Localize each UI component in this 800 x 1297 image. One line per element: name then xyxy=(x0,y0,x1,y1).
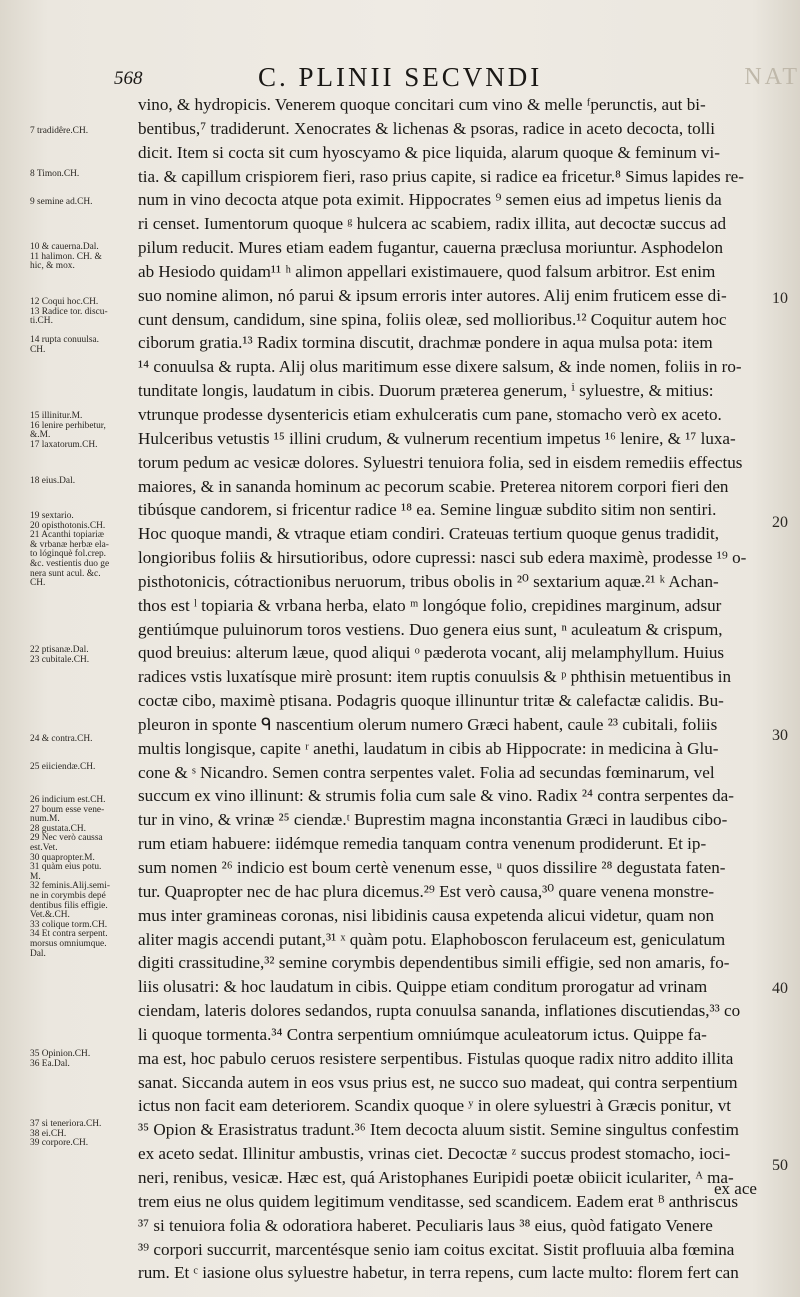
text-line: ab Hesiodo quidam¹¹ ʰ alimon appellari existimauere, quod falsum arbitror. Est enim xyxy=(138,261,716,281)
line-number-10: 10 xyxy=(772,290,788,307)
marginal-note: 9 semine ad.CH. xyxy=(30,197,93,207)
text-line: ³⁵ Opion & Erasistratus tradunt.³⁶ Item decocta aluum sistit. Semine singultus confestim xyxy=(138,1120,739,1140)
text-line: succum ex vino illinunt: & strumis folia cum sale & vino. Radix ²⁴ contra serpentes da- xyxy=(138,786,734,806)
page-number: 568 xyxy=(114,68,143,89)
text-line: ri censet. Iumentorum quoque ᵍ hulcera ac scabiem, radix illita, aut decoctæ succus ad xyxy=(138,214,727,234)
marginal-note: 19 sextario. 20 opisthotonis.CH. 21 Acanthi topiariæ & vrbanæ herbæ ela- to lóginquè fol.crep. &c. vestientis duo ge nera sunt acul. &c. CH. xyxy=(30,511,110,589)
running-title: C. PLINII SECVNDI xyxy=(258,62,543,92)
text-line: ciborum gratia.¹³ Radix tormina discutit, drachmæ pondere in aqua mulsa pota: item xyxy=(138,333,713,353)
line-number-30: 30 xyxy=(772,727,788,744)
text-line: quod breuius: alterum læue, quod aliqui ᵒ pæderota vocant, alij melamphyllum. Huius xyxy=(138,643,725,663)
text-line: tibúsque candorem, si fricentur radice ¹⁸ ea. Semine linguæ subdito sitim non sentiri. xyxy=(138,500,717,520)
text-line: li quoque tormenta.³⁴ Contra serpentium omniúmque aculeatorum ictus. Quippe fa- xyxy=(138,1024,707,1044)
marginal-note: 22 ptisanæ.Dal. 23 cubitale.CH. xyxy=(30,645,90,665)
text-line: multis longisque, capite ʳ anethi, laudatum in cibis ab Hippocrate: in medicina à Glu- xyxy=(138,738,719,758)
marginal-note: 26 indicium est.CH. 27 boum esse vene- num.M. 28 gustata.CH. 29 Nec verò caussa est.Vet. 30 quapropter.M. 31 quàm eius potu. M. 32 feminis.Alij.semi- ne in corymbis depé dentibus filis effigie. Vet.&.CH. 33 colique torm.CH. 34 Et contra serpent. morsus omniumque. Dal. xyxy=(30,795,110,959)
text-line: ³⁹ corpori succurrit, marcentésque senio iam coitus excitat. Sistit profluuia alba fœmina xyxy=(138,1239,735,1259)
text-line: torum pedum ac vesicæ dolores. Syluestri tenuiora folia, sed in eisdem remediis effectus xyxy=(138,452,743,472)
marginal-note: 37 si teneriora.CH. 38 ei.CH. 39 corpore.CH. xyxy=(30,1119,102,1149)
text-line: ma est, hoc pabulo ceruos resistere serpentibus. Fistulas quoque radix nitro addito illita xyxy=(138,1048,734,1068)
marginal-note: 7 tradidêre.CH. xyxy=(30,126,89,136)
catchword: ex ace xyxy=(714,1179,757,1198)
text-line: tur in vino, & vrinæ ²⁵ ciendæ.ᵗ Buprestim magna inconstantia Græci in laudibus cibo- xyxy=(138,810,728,830)
text-line: rum. Et ᶜ iasione olus syluestre habetur, in terra repens, cum lacte multo: florem fert can xyxy=(138,1263,739,1283)
marginal-note: 10 & cauerna.Dal. 11 halimon. CH. & hic, & mox. xyxy=(30,242,102,272)
marginal-note: 15 illinitur.M. 16 lenire perhibetur, &.M. 17 laxatorum.CH. xyxy=(30,411,106,450)
text-line: Hoc quoque mandi, & vtraque etiam condiri. Crateuas tertium quoque genus tradidit, xyxy=(138,524,720,544)
marginal-notes xyxy=(30,0,138,1297)
text-line: pisthotonicis, cótractionibus neruorum, tribus obolis in ²⁰ sextarium aquæ.²¹ ᵏ Achan- xyxy=(138,571,719,591)
text-line: dicit. Item si cocta sit cum hyoscyamo & pice liquida, alarum quoque & feminum vi- xyxy=(138,142,720,162)
text-line: vino, & hydropicis. Venerem quoque concitari cum vino & melle ᶠperunctis, aut bi- xyxy=(138,95,706,114)
text-line: thos est ˡ topiaria & vrbana herba, elato ᵐ longóque folio, crepidines marginum, adsur xyxy=(138,595,722,615)
marginal-note: 14 rupta conuulsa. CH. xyxy=(30,335,99,355)
text-line: digiti crassitudine,³² semine corymbis dependentibus simili effigie, sed non amaris, fo- xyxy=(138,953,730,973)
text-line: num in vino decocta atque pota eximit. Hippocrates ⁹ semen eius ad impetus lienis da xyxy=(138,190,722,210)
marginal-note: 18 eius.Dal. xyxy=(30,476,76,486)
marginal-note: 35 Opinion.CH. 36 Ea.Dal. xyxy=(30,1049,91,1069)
text-line: vtrunque prodesse dysentericis etiam exhulceratis cum pane, stomacho verò ex aceto. xyxy=(138,404,722,424)
line-number-20: 20 xyxy=(772,514,788,531)
marginal-note: 25 eiiciendæ.CH. xyxy=(30,762,96,772)
main-text-column xyxy=(138,93,766,1285)
text-line: rum etiam habuere: iidémque remedia tanquam contra venenum prodiderunt. Et ip- xyxy=(138,834,707,854)
text-line: tur. Quapropter nec de hac plura dicemus.²⁹ Est verò causa,³⁰ quare venena monstre- xyxy=(138,881,715,901)
text-line: ex aceto sedat. Illinitur ambustis, vrinas ciet. Decoctæ ᶻ succus prodest stomacho, ioci- xyxy=(138,1144,731,1164)
text-line: ictus non facit eam deteriorem. Scandix quoque ʸ in olere syluestri à Græcis ponitur, vt xyxy=(138,1096,732,1116)
text-line: ciendam, lateris dolores sedandos, rupta conuulsa sananda, inflationes discutiendas,³³ co xyxy=(138,1001,741,1021)
bleed-through-text: NAT xyxy=(744,64,800,90)
text-line: tunditate longis, laudatum in cibis. Duorum præterea generum, ⁱ syluestre, & mitius: xyxy=(138,381,714,401)
marginal-note: 12 Coqui hoc.CH. 13 Radice tor. discu- ti.CH. xyxy=(30,297,108,327)
text-line: gentiúmque puluinorum toros vestiens. Duo genera eius sunt, ⁿ aculeatum & crispum, xyxy=(138,619,723,639)
text-line: coctæ cibo, maximè ptisana. Podagris quoque illinuntur tritæ & calefactæ calidis. Bu- xyxy=(138,691,724,711)
marginal-note: 24 & contra.CH. xyxy=(30,734,93,744)
text-line: ¹⁴ conuulsa & rupta. Alij olus maritimum esse dixere salsum, & inde nomen, foliis in ro- xyxy=(138,357,742,377)
text-line: cunt densum, candidum, sine spina, foliis oleæ, sed mollioribus.¹² Coquitur autem hoc xyxy=(138,309,727,329)
text-line: maiores, & in sananda hominum ac pecorum scabie. Preterea nitorem corpori fieri den xyxy=(138,476,729,496)
line-number-40: 40 xyxy=(772,980,788,997)
text-line: longioribus foliis & hirsutioribus, odore cupressi: nasci sub edera maximè, prodesse ¹⁹ o- xyxy=(138,548,747,568)
text-line: cone & ˢ Nicandro. Semen contra serpentes valet. Folia ad secundas fœminarum, vel xyxy=(138,762,715,782)
marginal-note: 8 Timon.CH. xyxy=(30,169,80,179)
page-header xyxy=(108,62,760,96)
text-line: sum nomen ²⁶ indicio est boum certè venenum esse, ᵘ quos dissilire ²⁸ degustata faten- xyxy=(138,858,726,877)
text-line: Hulceribus vetustis ¹⁵ illini crudum, & vulnerum recentium impetus ¹⁶ lenire, & ¹⁷ luxa- xyxy=(138,428,736,448)
text-line: pleuron in sponte ᑫ nascentium olerum numero Græci habent, caule ²³ cubitali, foliis xyxy=(138,714,718,734)
text-line: neri, renibus, vesicæ. Hæc est, quá Aristophanes Euripidi poetæ obiicit iculariter, ᴬ ma- xyxy=(138,1167,734,1187)
text-line: trem eius ne olus quidem legitimum venditasse, sed scandicem. Eadem erat ᴮ anthriscus xyxy=(138,1191,738,1211)
text-line: liis olusatri: & hoc laudatum in cibis. Quippe etiam conditum prorogatur ad vrinam xyxy=(138,977,708,997)
text-line: radices vstis luxatísque mirè prosunt: item ruptis conuulsis & ᵖ phthisin metuentibus in xyxy=(138,667,732,687)
text-line: aliter magis accendi putant,³¹ ˣ quàm potu. Elaphoboscon ferulaceum est, geniculatum xyxy=(138,929,726,949)
text-line: pilum reducit. Mures etiam eadem fugantur, cauerna præclusa moriuntur. Asphodelon xyxy=(138,238,724,258)
text-line: tia. & capillum crispiorem fieri, raso prius capite, si radice ea fricetur.⁸ Simus lapides re- xyxy=(138,166,744,186)
text-line: sanat. Siccanda autem in eos vsus prius est, ne succo suo madeat, qui contra serpentium xyxy=(138,1072,738,1092)
text-line: suo nomine alimon, nó parui & ipsum erroris inter autores. Alij enim fruticem esse di- xyxy=(138,285,727,305)
text-line: mus inter gramineas coronas, nisi libidinis causa expetenda alicui videtur, quam non xyxy=(138,905,715,925)
line-number-50: 50 xyxy=(772,1157,788,1174)
text-line: bentibus,⁷ tradiderunt. Xenocrates & lichenas & psoras, radice in aceto decocta, tolli xyxy=(138,118,715,138)
text-line: ³⁷ si tenuiora folia & odoratiora haberet. Peculiaris laus ³⁸ eius, quòd fatigato Venere xyxy=(138,1215,713,1235)
